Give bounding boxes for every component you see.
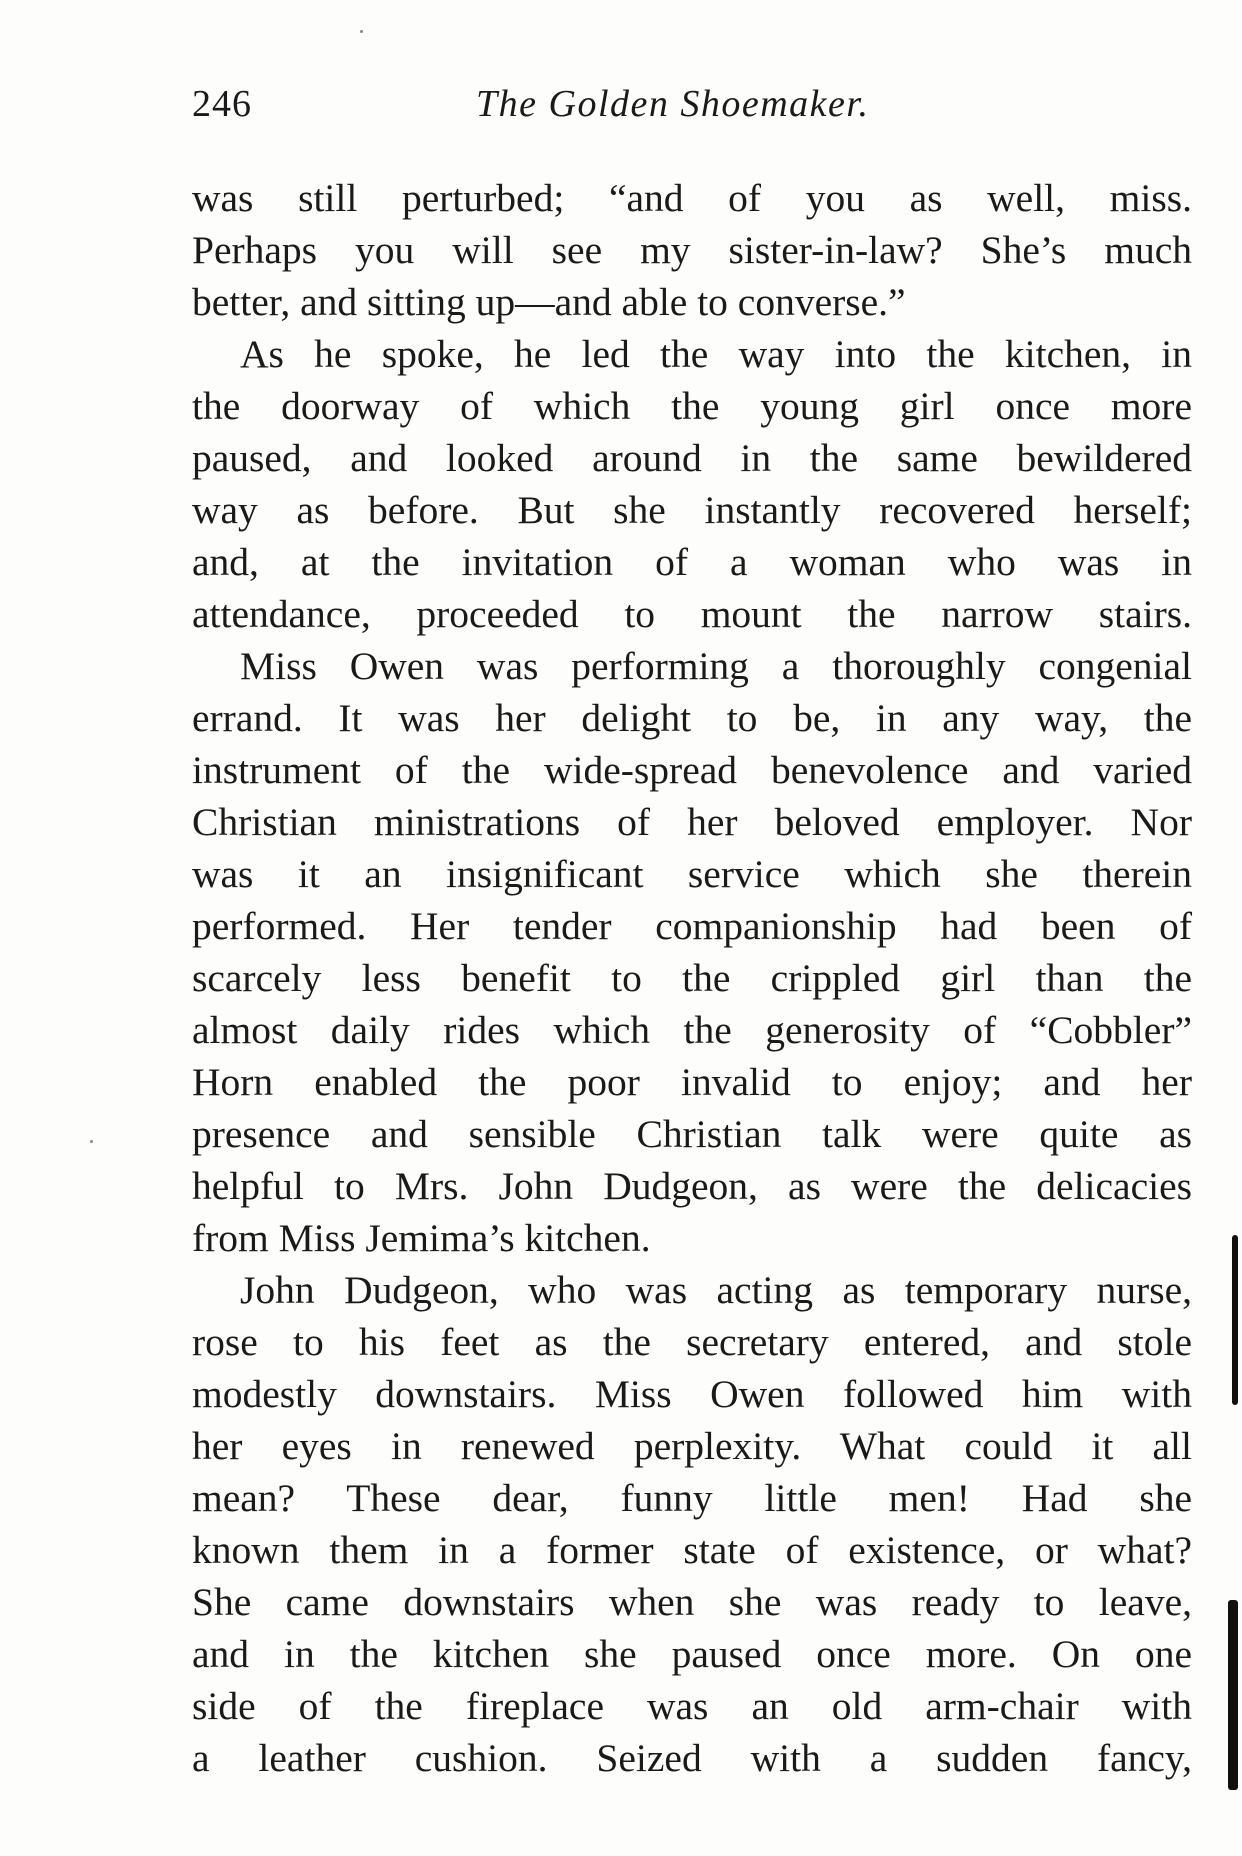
text-line: presence and sensible Christian talk were quite as	[192, 1112, 1192, 1156]
body-text	[192, 172, 1192, 1784]
text-line: better, and sitting up—and able to converse.”	[192, 280, 906, 324]
text-line: and in the kitchen she paused once more. On one	[192, 1632, 1192, 1676]
text-line: from Miss Jemima’s kitchen.	[192, 1216, 651, 1260]
text-line: way as before. But she instantly recovered herself;	[192, 488, 1192, 532]
text-line: scarcely less benefit to the crippled girl than the	[192, 956, 1192, 1000]
text-line: errand. It was her delight to be, in any way, the	[192, 696, 1192, 740]
text-line: was still perturbed; “and of you as well, miss.	[192, 176, 1192, 220]
scan-speck	[90, 1140, 93, 1143]
text-line: her eyes in renewed perplexity. What could it all	[192, 1424, 1192, 1468]
text-line: Miss Owen was performing a thoroughly congenial	[240, 644, 1192, 688]
text-line: almost daily rides which the generosity of “Cobbler”	[192, 1008, 1192, 1052]
text-line: known them in a former state of existence, or what?	[192, 1528, 1192, 1572]
text-line: attendance, proceeded to mount the narrow stairs.	[192, 592, 1192, 636]
text-line: helpful to Mrs. John Dudgeon, as were the delicacies	[192, 1164, 1192, 1208]
text-line: instrument of the wide-spread benevolence and varied	[192, 748, 1192, 792]
page-number: 246	[192, 83, 252, 125]
scan-edge-mark	[1228, 1600, 1238, 1790]
text-line: rose to his feet as the secretary entered, and stole	[192, 1320, 1192, 1364]
running-title: The Golden Shoemaker.	[476, 83, 870, 125]
text-line: a leather cushion. Seized with a sudden fancy,	[192, 1736, 1192, 1780]
text-line: performed. Her tender companionship had been of	[192, 904, 1192, 948]
text-line: Horn enabled the poor invalid to enjoy; and her	[192, 1060, 1192, 1104]
text-line: paused, and looked around in the same bewildered	[192, 436, 1192, 480]
text-line: side of the fireplace was an old arm-chair with	[192, 1684, 1192, 1728]
text-line: Perhaps you will see my sister-in-law? She’s much	[192, 228, 1192, 272]
text-line: John Dudgeon, who was acting as temporary nurse,	[240, 1268, 1192, 1312]
text-line: mean? These dear, funny little men! Had she	[192, 1476, 1192, 1520]
text-line: the doorway of which the young girl once more	[192, 384, 1192, 428]
text-line: She came downstairs when she was ready to leave,	[192, 1580, 1192, 1624]
text-line: modestly downstairs. Miss Owen followed him with	[192, 1372, 1192, 1416]
running-head	[192, 82, 1192, 142]
text-line: Christian ministrations of her beloved employer. Nor	[192, 800, 1192, 844]
scan-speck	[360, 30, 363, 33]
scan-edge-mark	[1232, 1235, 1238, 1405]
text-line: was it an insignificant service which she therein	[192, 852, 1192, 896]
text-line: and, at the invitation of a woman who was in	[192, 540, 1192, 584]
book-page	[192, 82, 1192, 1784]
text-line: As he spoke, he led the way into the kitchen, in	[240, 332, 1192, 376]
